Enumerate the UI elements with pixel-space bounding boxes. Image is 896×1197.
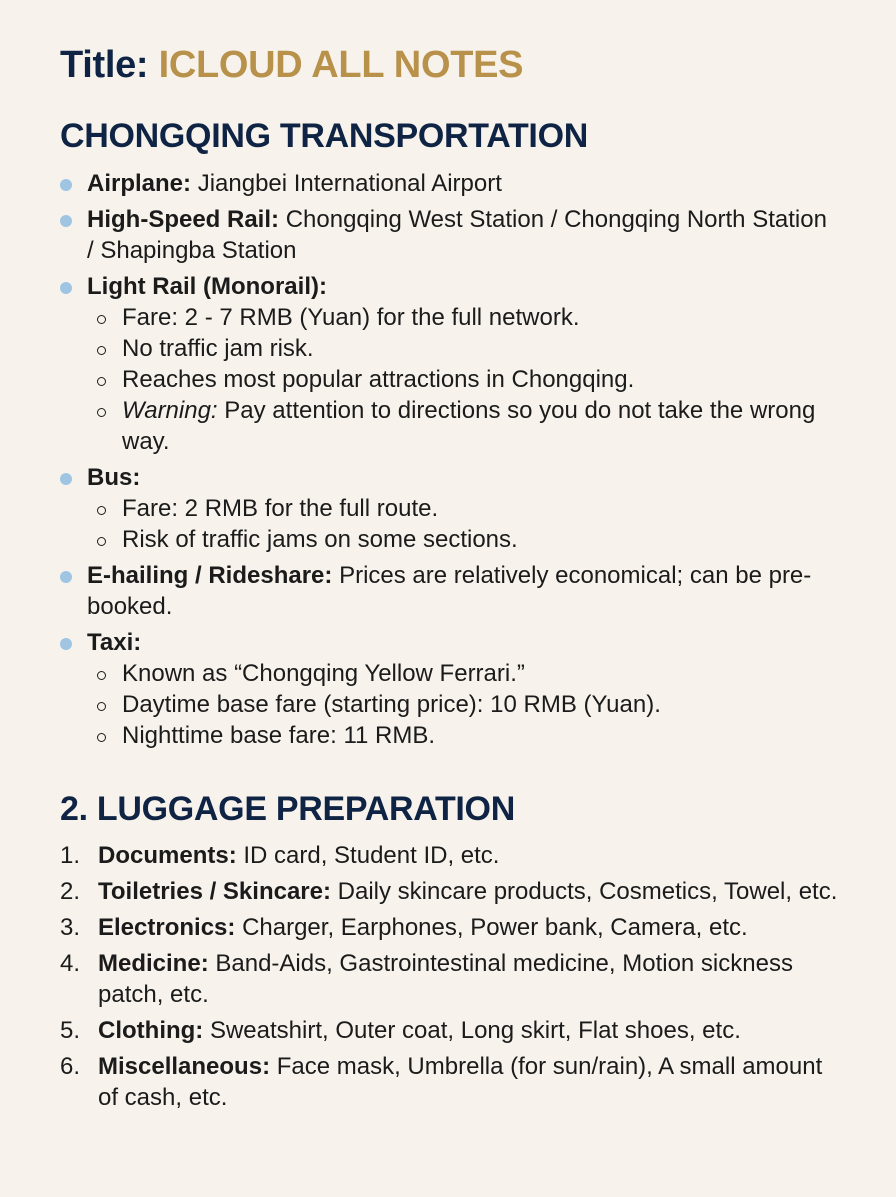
document-title <box>60 44 523 87</box>
sub-item-text: Pay attention to directions so you do not take the wrong way. <box>122 397 816 455</box>
sub-list-item <box>87 395 840 457</box>
sub-bullet-icon <box>97 537 106 546</box>
sub-bullet-icon <box>97 733 106 742</box>
item-text: Face mask, Umbrella (for sun/rain), A small amount of cash, etc. <box>98 1053 823 1111</box>
sub-bullet-icon <box>97 506 106 515</box>
list-item <box>60 168 840 199</box>
sub-list-item <box>87 720 840 751</box>
list-item <box>60 204 840 266</box>
bullet-dot-icon <box>60 215 72 227</box>
list-item <box>60 271 840 457</box>
sub-list <box>87 302 840 457</box>
sub-item-text: Fare: 2 RMB for the full route. <box>122 495 439 522</box>
item-number: 2. <box>60 878 81 905</box>
item-text: Sweatshirt, Outer coat, Long skirt, Flat shoes, etc. <box>209 1017 741 1044</box>
item-label: Taxi: <box>87 629 142 656</box>
sub-bullet-icon <box>97 346 106 355</box>
list-item <box>60 876 840 907</box>
list-item <box>60 627 840 751</box>
bullet-dot-icon <box>60 571 72 583</box>
list-item <box>60 912 840 943</box>
transportation-heading: CHONGQING TRANSPORTATION <box>60 117 588 155</box>
sub-bullet-icon <box>97 702 106 711</box>
sub-item-text: No traffic jam risk. <box>122 335 314 362</box>
sub-list-item <box>87 658 840 689</box>
item-text: Charger, Earphones, Power bank, Camera, etc. <box>242 914 748 941</box>
transportation-list <box>60 168 840 756</box>
sub-list <box>87 658 840 751</box>
sub-list-item <box>87 524 840 555</box>
bullet-dot-icon <box>60 473 72 485</box>
item-label: Electronics: <box>98 914 236 941</box>
list-item <box>60 840 840 871</box>
sub-item-text: Known as “Chongqing Yellow Ferrari.” <box>122 660 525 687</box>
item-label: Toiletries / Skincare: <box>98 878 331 905</box>
list-item <box>60 560 840 622</box>
item-label: Airplane: <box>87 170 192 197</box>
item-label: Clothing: <box>98 1017 204 1044</box>
title-label: Title: <box>60 44 149 86</box>
sub-item-text: Reaches most popular attractions in Chongqing. <box>122 366 635 393</box>
sub-item-text: Risk of traffic jams on some sections. <box>122 526 518 553</box>
item-number: 4. <box>60 950 81 977</box>
item-label: High-Speed Rail: <box>87 206 280 233</box>
sub-item-text: Fare: 2 - 7 RMB (Yuan) for the full network. <box>122 304 580 331</box>
item-text: Chongqing West Station / Chongqing North Station / Shapingba Station <box>87 206 827 264</box>
title-value: ICLOUD ALL NOTES <box>158 44 524 86</box>
sub-bullet-icon <box>97 377 106 386</box>
list-item <box>60 1015 840 1046</box>
item-number: 3. <box>60 914 81 941</box>
luggage-list <box>60 840 840 1118</box>
sub-list-item <box>87 689 840 720</box>
sub-item-text: Nighttime base fare: 11 RMB. <box>122 722 436 749</box>
sub-bullet-icon <box>97 671 106 680</box>
item-text: Jiangbei International Airport <box>197 170 502 197</box>
sub-list-item <box>87 493 840 524</box>
item-number: 6. <box>60 1053 81 1080</box>
item-text: Band-Aids, Gastrointestinal medicine, Motion sickness patch, etc. <box>98 950 793 1008</box>
item-text: Daily skincare products, Cosmetics, Towel, etc. <box>337 878 838 905</box>
sub-bullet-icon <box>97 315 106 324</box>
item-label: Miscellaneous: <box>98 1053 271 1080</box>
item-label: Documents: <box>98 842 237 869</box>
bullet-dot-icon <box>60 638 72 650</box>
sub-item-text: Daytime base fare (starting price): 10 RMB (Yuan). <box>122 691 661 718</box>
luggage-heading: 2. LUGGAGE PREPARATION <box>60 790 515 828</box>
list-item <box>60 1051 840 1113</box>
sub-list-item <box>87 333 840 364</box>
bullet-dot-icon <box>60 179 72 191</box>
sub-list-item <box>87 302 840 333</box>
bullet-dot-icon <box>60 282 72 294</box>
item-number: 1. <box>60 842 81 869</box>
item-number: 5. <box>60 1017 81 1044</box>
item-label: Bus: <box>87 464 141 491</box>
warning-label: Warning: <box>122 397 218 424</box>
item-text: Prices are relatively economical; can be pre-booked. <box>87 562 812 620</box>
item-text: ID card, Student ID, etc. <box>243 842 500 869</box>
sub-bullet-icon <box>97 408 106 417</box>
list-item <box>60 462 840 555</box>
list-item <box>60 948 840 1010</box>
sub-list-item <box>87 364 840 395</box>
item-label: Medicine: <box>98 950 209 977</box>
item-label: E-hailing / Rideshare: <box>87 562 333 589</box>
sub-list <box>87 493 840 555</box>
item-label: Light Rail (Monorail): <box>87 273 327 300</box>
